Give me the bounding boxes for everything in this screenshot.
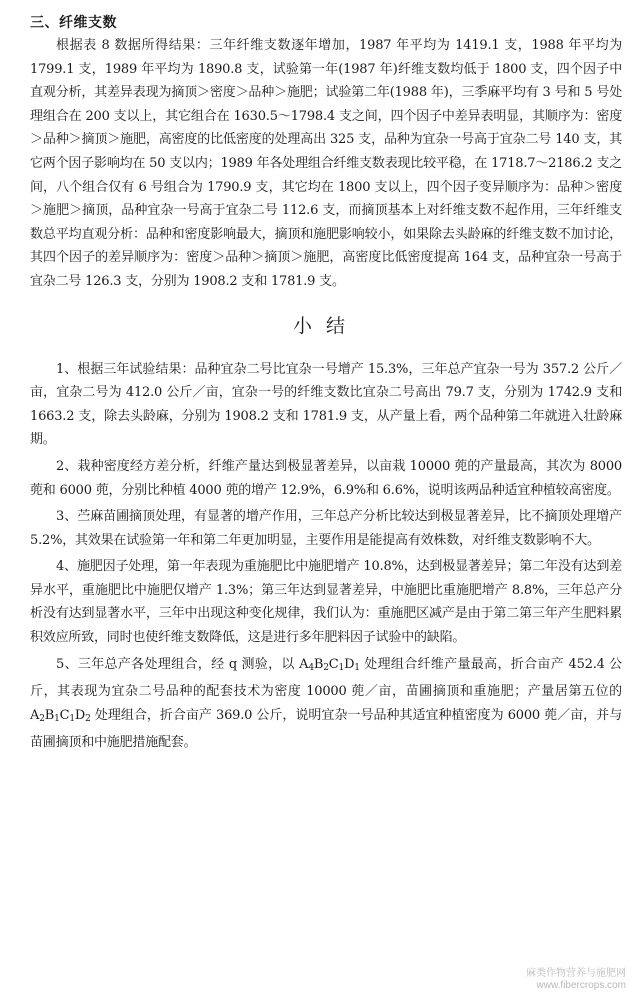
item5-d2: D bbox=[74, 707, 86, 723]
item5-c2: C bbox=[59, 707, 70, 723]
item5-d: D bbox=[344, 656, 355, 672]
item5-sub-d2: 2 bbox=[85, 713, 91, 724]
item5-c: C bbox=[328, 656, 339, 672]
item5-sub-b2: 1 bbox=[54, 713, 60, 724]
item5-sub-c: 1 bbox=[338, 662, 345, 673]
section-paragraph: 根据表 8 数据所得结果：三年纤维支数逐年增加，1987 年平均为 1419.1 支，1988 年平均为 1799.1 支，1989 年平均为 1890.8 支，试验第一年(1987 年)纤维支数均低于 1800 支，四个因子中直观分析，其差异表现为摘顶＞密度＞品种＞施肥；试验第二年(1988 年)，三季麻平均有 3 号和 5 号处理组合在 200 支以上，其它组合在 1630.5～1798.4 支之间，四个因子中差异表明显，其顺序为：密度＞品种＞摘顶＞施肥，高密度的比低密度的处理高出 325 支，品种为宜杂一号高于宜杂二号 140 支，其它两个因子影响均在 50 支以内；1989 年各处理组合纤维支数表现比较平稳，在 1718.7～2186.2 支之间，八个组合仅有 6 号组合为 1790.9 支，其它均在 1800 支以上，四个因子变异顺序为：品种＞密度＞施肥＞摘顶，品种宜杂一号高于宜杂二号 112.6 支，而摘顶基本上对纤维支数不起作用，三年纤维支数总平均直观分析：品种和密度影响最大，摘顶和施肥影响较小，如果除去头龄麻的纤维支数不加讨论，其四个因子的差异顺序为：密度＞品种＞摘顶＞施肥，高密度比低密度提高 164 支，品种宜杂一号高于宜杂二号 126.3 支，分别为 1908.2 支和 1781.9 支。 bbox=[30, 38, 622, 289]
item5-sub-c2: 1 bbox=[69, 713, 75, 724]
summary-item-5 bbox=[30, 653, 622, 755]
site-watermark bbox=[526, 968, 626, 992]
item5-sub-b: 2 bbox=[323, 662, 329, 673]
item5-sub-d: 1 bbox=[354, 662, 360, 673]
watermark-line-1: 麻类作物营养与施肥网 bbox=[526, 968, 626, 979]
item5-text-1: 5、三年总产各处理组合，经 q 测验，以 A bbox=[56, 656, 309, 672]
summary-item-1: 1、根据三年试验结果：品种宜杂二号比宜杂一号增产 15.3%，三年总产宜杂一号为 357.2 公斤／亩，宜杂二号为 412.0 公斤／亩，宜杂一号的纤维支数比宜杂二号高出 79.7 支，分别为 1742.9 支和 1663.2 支，除去头龄麻，分别为 1908.2 支和 1781.9 支，从产量上看，两个品种第二年就进入壮龄麻期。 bbox=[30, 361, 622, 448]
summary-item-2: 2、栽种密度经方差分析，纤维产量达到极显著差异，以亩栽 10000 蔸的产量最高，其次为 8000 蔸和 6000 蔸，分别比种植 4000 蔸的增产 12.9%，6.9%和 6.6%，说明该两品种适宜种植较高密度。 bbox=[30, 458, 622, 498]
summary-item-4: 4、施肥因子处理，第一年表现为重施肥比中施肥增产 10.8%，达到极显著差异；第二年没有达到差异水平，重施肥比中施肥仅增产 1.3%；第三年达到显著差异，中施肥比重施肥增产 8.8%，三年总产分析没有达到显著水平，三年中出现这种变化规律，我们认为：重施肥区减产是由于第二第三年产生肥料累积效应所致，同时也使纤维支数降低，这是进行多年肥料因子试验中的缺陷。 bbox=[30, 559, 622, 646]
watermark-line-2: www.fibercrops.com bbox=[536, 980, 626, 991]
item5-b2: B bbox=[44, 707, 55, 723]
item5-b: B bbox=[313, 656, 324, 672]
item5-text-3: 处理组合，折合亩产 369.0 公斤，说明宜杂一号品种其适宜种植密度为 6000 蔸／亩，并与苗圃摘顶和中施肥措施配套。 bbox=[30, 707, 622, 751]
item5-text-2: 处理组合纤维产量最高，折合亩产 452.4 公斤，其表现为宜杂二号品种的配套技术为密度 10000 蔸／亩，苗圃摘顶和重施肥；产量居第五位的 A bbox=[30, 656, 622, 723]
item5-sub-a2: 2 bbox=[39, 713, 45, 724]
summary-item-3: 3、苎麻苗圃摘顶处理，有显著的增产作用，三年总产分析比较达到极显著差异，比不摘顶处理增产 5.2%，其效果在试验第一年和第二年更加明显，主要作用是能提高有效株数，对纤维支数影响不大。 bbox=[30, 509, 622, 548]
section-heading: 三、纤维支数 bbox=[30, 15, 117, 31]
summary-title: 小结 bbox=[292, 314, 359, 337]
item5-sub-a: 4 bbox=[308, 662, 314, 673]
